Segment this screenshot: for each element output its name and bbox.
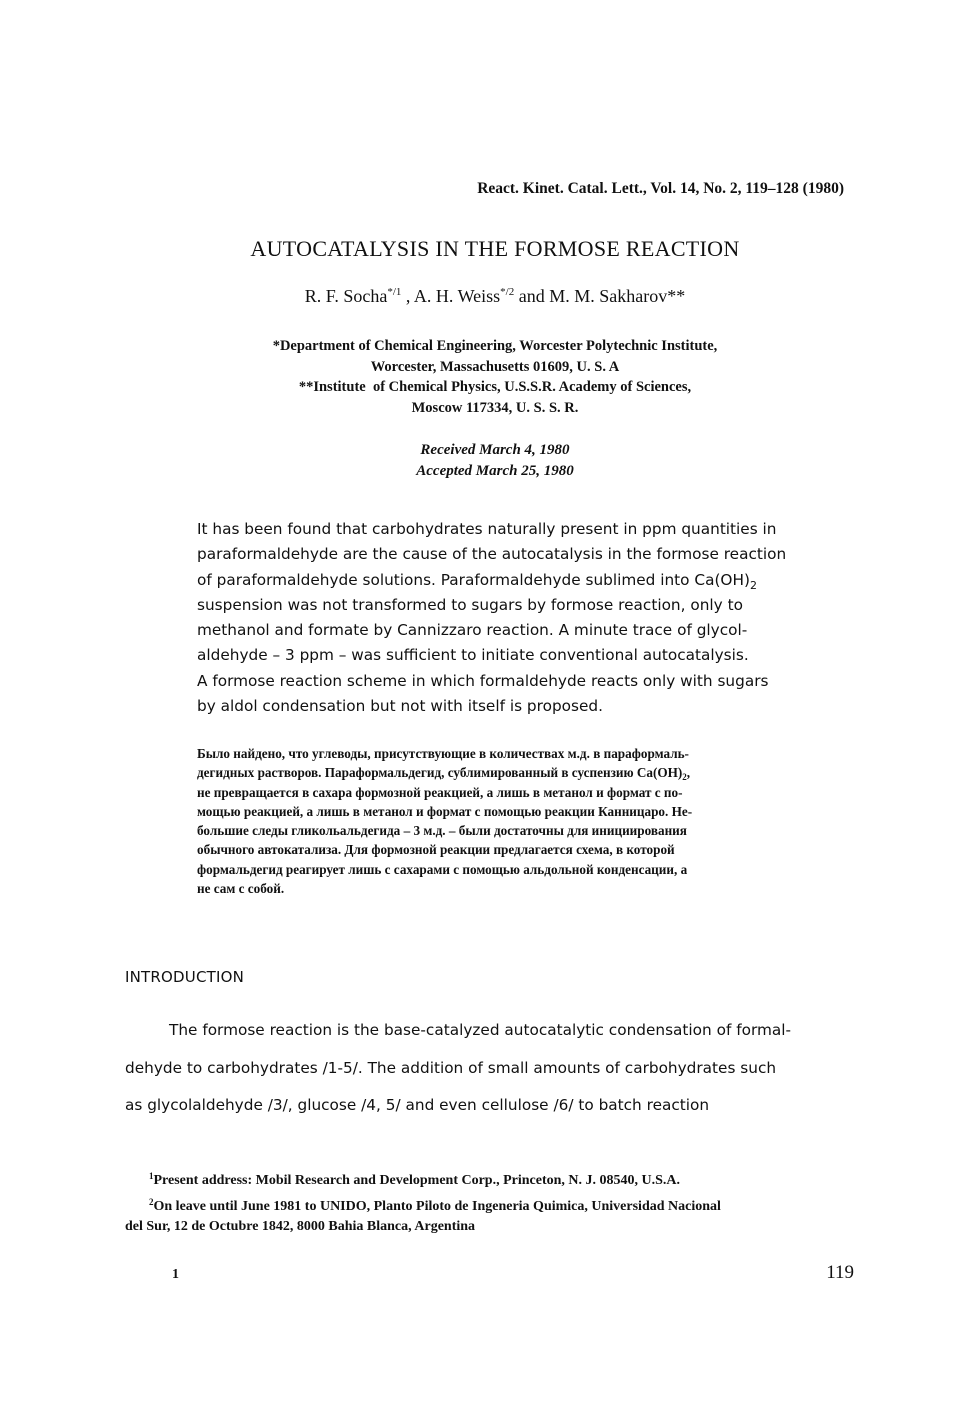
introduction-body bbox=[125, 1012, 885, 1125]
affiliation-line: **Institute of Chemical Physics, U.S.S.R. Academy of Sciences, bbox=[298, 379, 692, 395]
page-number: 119 bbox=[826, 1262, 854, 1283]
abstract-line: формальдегид реагирует лишь с сахарами с помощью альдольной конденсации, а bbox=[197, 861, 688, 877]
author-name: M. M. Sakharov** bbox=[549, 286, 686, 306]
abstract-line: Было найдено, что углеводы, присутствующие в количествах м.д. в параформаль- bbox=[197, 746, 689, 761]
footnote-text: On leave until June 1981 to UNIDO, Planto Piloto de Ingeneria Quimica, Universidad Nacional bbox=[153, 1198, 721, 1214]
author-separator: , bbox=[401, 286, 414, 306]
author-separator: and bbox=[514, 286, 550, 306]
signature-mark: 1 bbox=[172, 1267, 179, 1282]
footnote-text: Present address: Mobil Research and Development Corp., Princeton, N. J. 08540, U.S.A. bbox=[153, 1173, 681, 1188]
abstract-line: paraformaldehyde are the cause of the autocatalysis in the formose reaction bbox=[197, 545, 787, 564]
abstract-line: by aldol condensation but not with itself is proposed. bbox=[197, 697, 603, 716]
abstract-text: , bbox=[686, 765, 691, 781]
abstract-line: большие следы гликольальдегида – 3 м.д. – были достаточны для инициирования bbox=[197, 823, 687, 839]
affiliation-line: *Department of Chemical Engineering, Worcester Polytechnic Institute, bbox=[272, 338, 718, 354]
journal-reference: React. Kinet. Catal. Lett., Vol. 14, No. 2, 119–128 (1980) bbox=[477, 180, 844, 197]
abstract-line bbox=[197, 763, 877, 782]
body-line: dehyde to carbohydrates /1-5/. The addition of small amounts of carbohydrates such bbox=[125, 1058, 777, 1077]
footnote-2 bbox=[125, 1192, 865, 1218]
subscript: 2 bbox=[749, 578, 757, 592]
abstract-line: не сам с собой. bbox=[197, 881, 285, 897]
abstract-text: of paraformaldehyde solutions. Paraformaldehyde sublimed into Ca(OH) bbox=[197, 570, 750, 589]
affiliations bbox=[0, 336, 976, 418]
abstract-line: aldehyde – 3 ppm – was sufficient to initiate conventional autocatalysis. bbox=[197, 646, 749, 665]
author-mark: */1 bbox=[387, 286, 402, 298]
section-heading: INTRODUCTION bbox=[125, 968, 245, 986]
paper-title: AUTOCATALYSIS IN THE FORMOSE REACTION bbox=[250, 236, 740, 261]
footnotes bbox=[125, 1166, 865, 1238]
accepted-date: Accepted March 25, 1980 bbox=[416, 463, 574, 479]
abstract-line: обычного автокатализа. Для формозной реакции предлагается схема, в которой bbox=[197, 842, 675, 858]
footnote-mark: 1 bbox=[149, 1171, 154, 1181]
submission-dates bbox=[0, 440, 976, 482]
affiliation-line: Worcester, Massachusetts 01609, U. S. A bbox=[370, 358, 620, 375]
abstract-line: suspension was not transformed to sugars by formose reaction, only to bbox=[197, 595, 743, 614]
author-name: R. F. Socha bbox=[304, 286, 388, 306]
footnote-1 bbox=[125, 1166, 865, 1192]
affiliation-line: Moscow 117334, U. S. S. R. bbox=[411, 399, 579, 416]
author-mark: */2 bbox=[500, 286, 515, 298]
abstract-line: It has been found that carbohydrates naturally present in ppm quantities in bbox=[197, 520, 777, 538]
abstract-russian bbox=[197, 744, 877, 898]
footnote-mark: 2 bbox=[149, 1196, 154, 1207]
abstract-line: methanol and formate by Cannizzaro reaction. A minute trace of glycol- bbox=[197, 621, 748, 640]
abstract-line: не превращается в сахара формозной реакцией, а лишь в метанол и формат с по- bbox=[197, 784, 683, 800]
author-line bbox=[0, 286, 976, 307]
abstract-text: дегидных растворов. Параформальдегид, сублимированный в суспензию Ca(OH) bbox=[197, 765, 683, 781]
subscript: 2 bbox=[682, 772, 687, 783]
body-line: as glycolaldehyde /3/, glucose /4, 5/ and even cellulose /6/ to batch reaction bbox=[125, 1096, 710, 1114]
author-name: A. H. Weiss bbox=[413, 286, 501, 306]
received-date: Received March 4, 1980 bbox=[420, 442, 570, 458]
footnote-continuation: del Sur, 12 de Octubre 1842, 8000 Bahia Blanca, Argentina bbox=[125, 1219, 476, 1234]
body-line: The formose reaction is the base-catalyzed autocatalytic condensation of formal- bbox=[169, 1021, 792, 1039]
abstract-line bbox=[197, 568, 877, 593]
abstract-english bbox=[197, 517, 877, 719]
abstract-line: A formose reaction scheme in which formaldehyde reacts only with sugars bbox=[197, 671, 769, 690]
abstract-line: мощью реакцией, а лишь в метанол и формат с помощью реакции Канницаро. Не- bbox=[197, 803, 693, 819]
